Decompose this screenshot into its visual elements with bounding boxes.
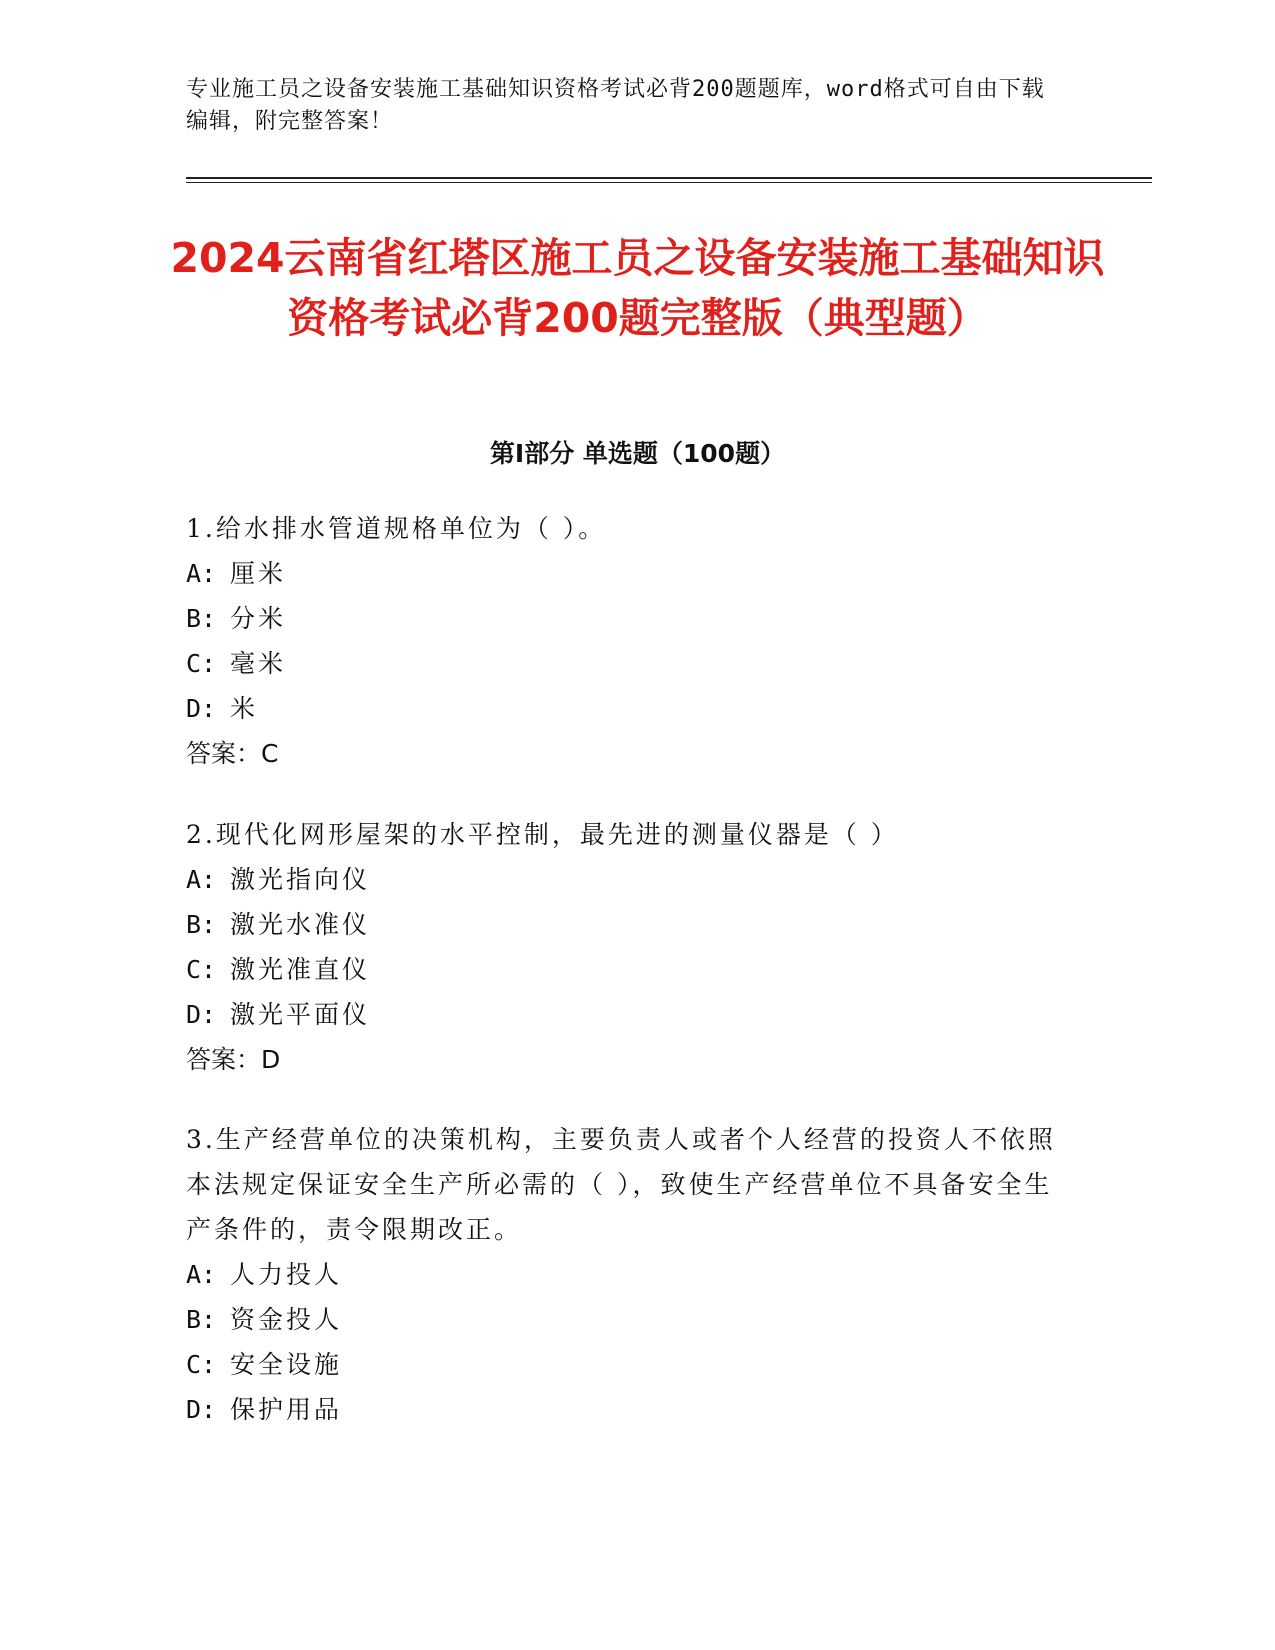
question-2 [186, 812, 1066, 1082]
option-text: 米 [230, 694, 259, 723]
option-c [186, 1342, 1066, 1387]
option-d [186, 686, 1066, 731]
option-text: 资金投人 [230, 1305, 343, 1334]
option-b [186, 596, 1066, 641]
option-text: 厘米 [230, 559, 287, 588]
option-d [186, 1387, 1066, 1432]
option-b [186, 1297, 1066, 1342]
option-text: 保护用品 [230, 1395, 343, 1424]
header-divider-thick [186, 177, 1152, 179]
answer-value: C [261, 739, 279, 768]
option-text: 激光平面仪 [230, 1000, 371, 1029]
document-title: 2024云南省红塔区施工员之设备安装施工基础知识资格考试必背200题完整版（典型题） [170, 234, 1105, 342]
option-letter: B: [186, 604, 217, 633]
option-text: 激光水准仪 [230, 910, 371, 939]
option-text: 激光指向仪 [230, 865, 371, 894]
answer-prefix: 答案： [186, 739, 262, 768]
section-title: 第I部分 单选题（100题） [489, 439, 786, 468]
option-text: 激光准直仪 [230, 955, 371, 984]
option-letter: D: [186, 1395, 217, 1424]
answer-line [186, 731, 1066, 776]
option-d [186, 992, 1066, 1037]
answer-line [186, 1037, 1066, 1082]
question-text: 2.现代化网形屋架的水平控制，最先进的测量仪器是（ ） [186, 820, 899, 849]
option-b [186, 902, 1066, 947]
question-1 [186, 506, 1066, 776]
option-a [186, 857, 1066, 902]
option-letter: A: [186, 1260, 217, 1289]
option-letter: D: [186, 1000, 217, 1029]
option-a [186, 551, 1066, 596]
option-text: 人力投人 [230, 1260, 343, 1289]
option-letter: B: [186, 910, 217, 939]
option-letter: D: [186, 694, 217, 723]
header-divider-thin [186, 182, 1152, 183]
question-3 [186, 1117, 1066, 1432]
option-letter: C: [186, 955, 217, 984]
option-c [186, 641, 1066, 686]
option-letter: A: [186, 559, 217, 588]
header-note: 专业施工员之设备安装施工基础知识资格考试必背200题题库，word格式可自由下载编辑，附完整答案！ [186, 77, 1045, 134]
option-text: 分米 [230, 604, 287, 633]
question-text: 1.给水排水管道规格单位为（ ）。 [186, 514, 607, 543]
option-letter: C: [186, 649, 217, 678]
option-c [186, 947, 1066, 992]
option-text: 安全设施 [230, 1350, 343, 1379]
option-letter: A: [186, 865, 217, 894]
option-a [186, 1252, 1066, 1297]
option-letter: B: [186, 1305, 217, 1334]
option-text: 毫米 [230, 649, 287, 678]
option-letter: C: [186, 1350, 217, 1379]
answer-value: D [261, 1045, 281, 1074]
question-text: 3.生产经营单位的决策机构，主要负责人或者个人经营的投资人不依照本法规定保证安全生产所必需的（ ），致使生产经营单位不具备安全生产条件的，责令限期改正。 [186, 1125, 1056, 1244]
answer-prefix: 答案： [186, 1045, 262, 1074]
